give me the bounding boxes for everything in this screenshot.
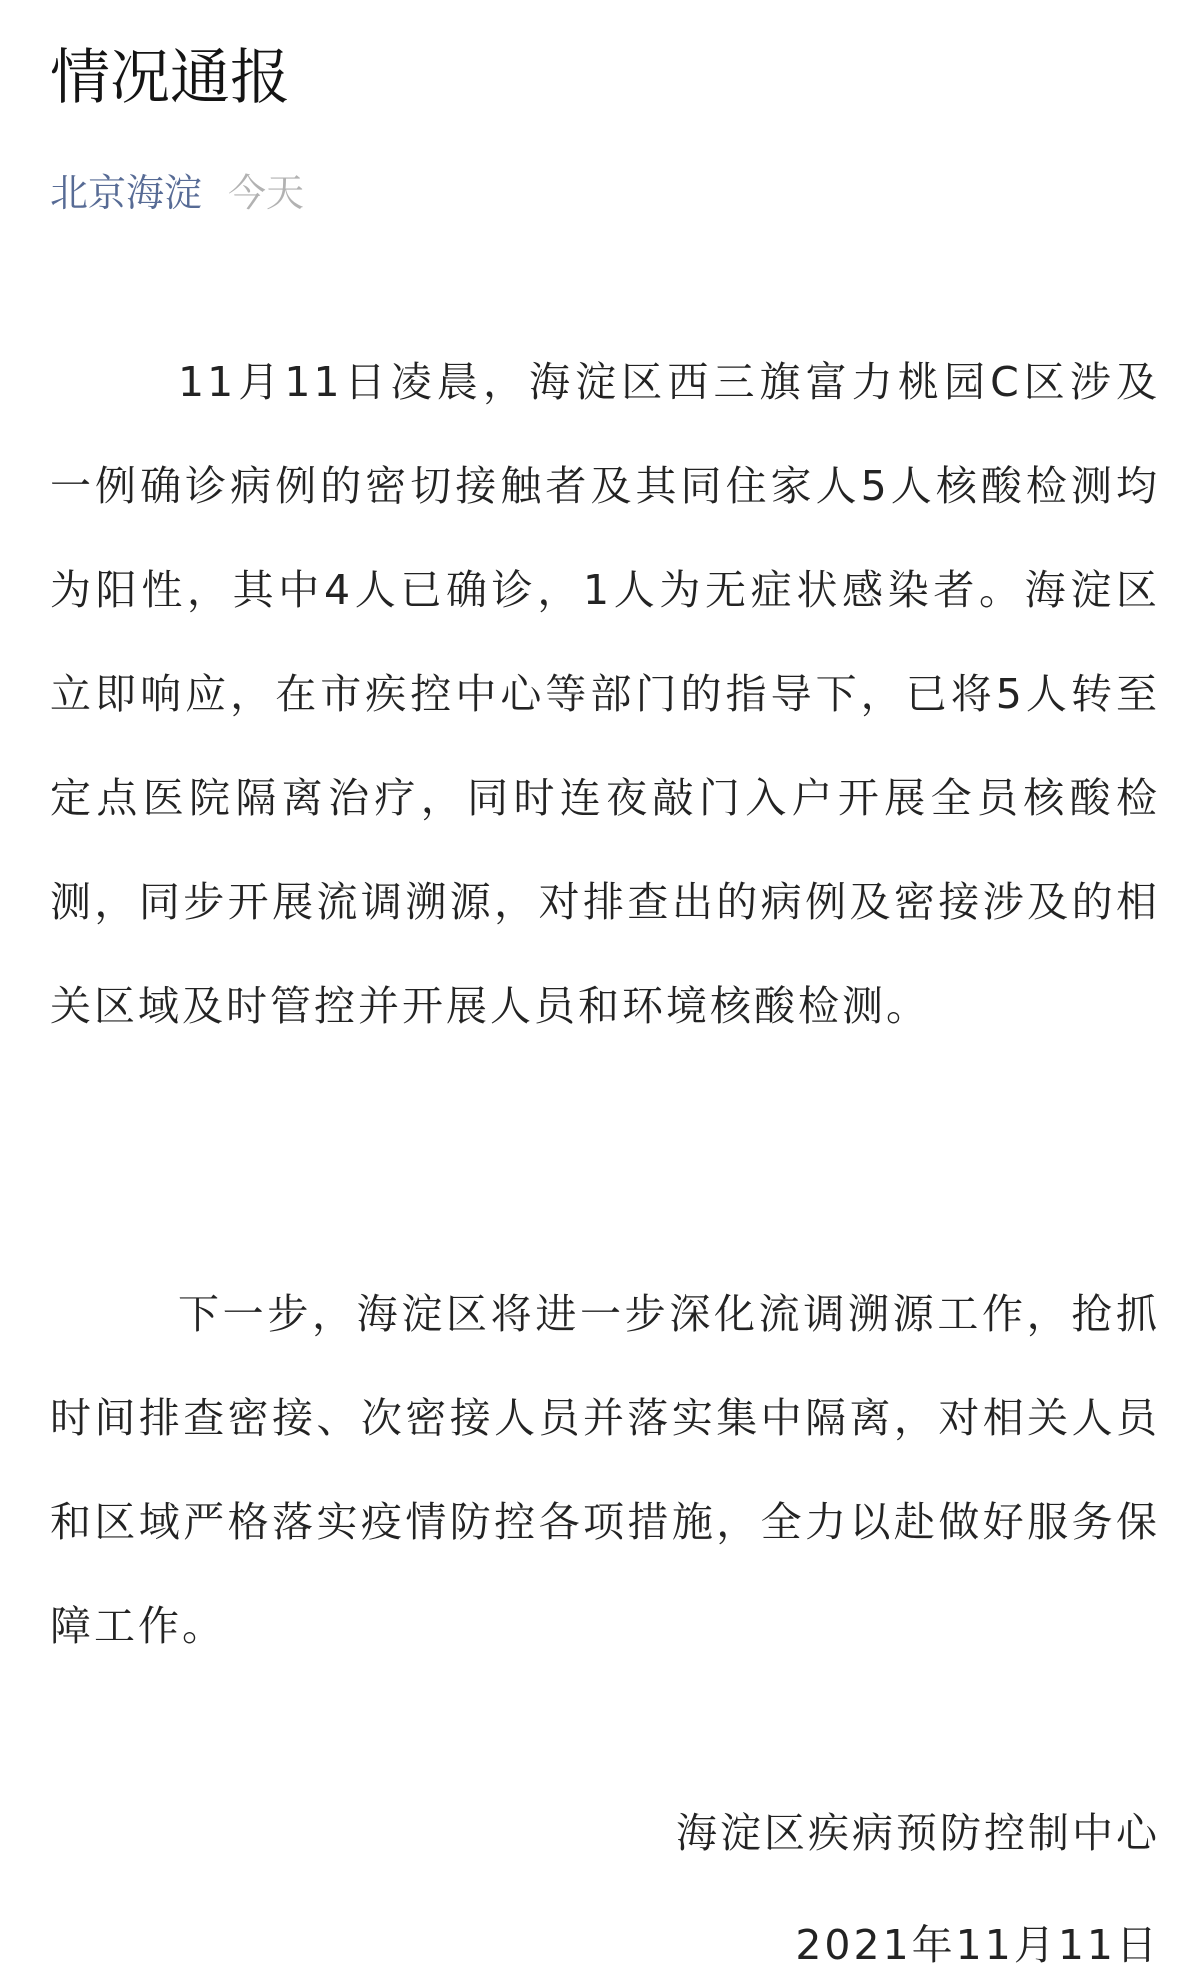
signature-organization: 海淀区疾病预防控制中心: [676, 1809, 1160, 1857]
publish-time: 今天: [228, 171, 305, 215]
signature-date: 2021年11月11日: [795, 1921, 1160, 1969]
article-title: 情况通报: [50, 43, 290, 113]
article-meta: [50, 168, 304, 218]
article-paragraph: 11月11日凌晨，海淀区西三旗富力桃园C区涉及一例确诊病例的密切接触者及其同住家人5人核酸检测均为阳性，其中4人已确诊，1人为无症状感染者。海淀区立即响应，在市疾控中心等部门的指导下，已将5人转至定点医院隔离治疗，同时连夜敲门入户开展全员核酸检测，同步开展流调溯源，对排查出的病例及密接涉及的相关区域及时管控并开展人员和环境核酸检测。: [50, 358, 1160, 1030]
article-paragraph: 下一步，海淀区将进一步深化流调溯源工作，抢抓时间排查密接、次密接人员并落实集中隔离，对相关人员和区域严格落实疫情防控各项措施，全力以赴做好服务保障工作。: [50, 1290, 1160, 1650]
account-name-link[interactable]: 北京海淀: [50, 171, 203, 215]
